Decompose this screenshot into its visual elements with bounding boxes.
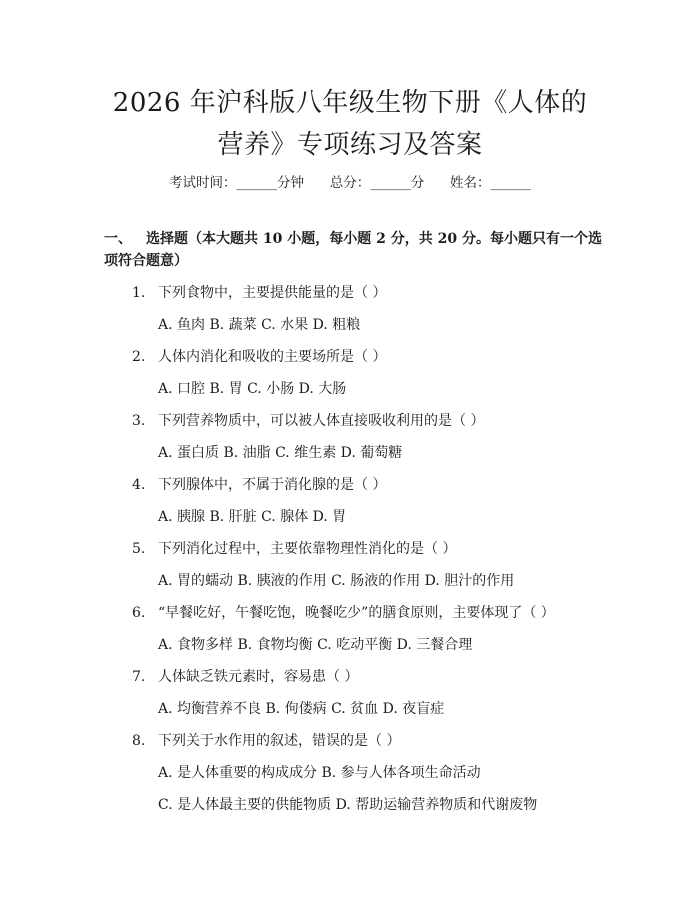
question-7-options: A. 均衡营养不良 B. 佝偻病 C. 贫血 D. 夜盲症 [158, 701, 445, 717]
question-text: 人体内消化和吸收的主要场所是（ ） [158, 349, 387, 365]
question-number: 7. [132, 669, 146, 685]
question-6-options: A. 食物多样 B. 食物均衡 C. 吃动平衡 D. 三餐合理 [158, 637, 473, 653]
question-number: 5. [132, 541, 146, 557]
question-number: 8. [132, 733, 146, 749]
question-5 [132, 538, 456, 558]
question-text: 下列腺体中，不属于消化腺的是（ ） [158, 477, 387, 493]
question-number: 6. [132, 605, 146, 621]
question-2-options: A. 口腔 B. 胃 C. 小肠 D. 大肠 [158, 381, 347, 397]
question-1-options: A. 鱼肉 B. 蔬菜 C. 水果 D. 粗粮 [158, 317, 361, 333]
question-number: 3. [132, 413, 146, 429]
question-4 [132, 474, 386, 494]
question-text: 下列食物中，主要提供能量的是（ ） [158, 285, 387, 301]
question-1 [132, 282, 386, 302]
page-title: 2026 年沪科版八年级生物下册《人体的营养》专项练习及答案 [112, 88, 588, 160]
question-8-options-line-1: A. 是人体重要的构成成分 B. 参与人体各项生命活动 [158, 765, 481, 781]
question-number: 4. [132, 477, 146, 493]
section-heading [104, 228, 604, 272]
question-number: 2. [132, 349, 146, 365]
question-text: “早餐吃好，午餐吃饱，晚餐吃少”的膳食原则，主要体现了（ ） [158, 605, 555, 621]
question-text: 人体缺乏铁元素时，容易患（ ） [158, 669, 359, 685]
question-text: 下列关于水作用的叙述，错误的是（ ） [158, 733, 401, 749]
exam-info-line: 考试时间：______分钟 总分：______分 姓名：______ [169, 175, 531, 191]
question-4-options: A. 胰腺 B. 肝脏 C. 腺体 D. 胃 [158, 509, 347, 525]
question-7 [132, 666, 358, 686]
question-6 [132, 602, 555, 622]
question-text: 下列营养物质中，可以被人体直接吸收利用的是（ ） [158, 413, 485, 429]
question-8-options-line-2: C. 是人体最主要的供能物质 D. 帮助运输营养物质和代谢废物 [158, 797, 538, 813]
question-3 [132, 410, 484, 430]
question-2 [132, 346, 386, 366]
section-number: 一、 [104, 231, 132, 247]
question-8 [132, 730, 400, 750]
section-heading-text: 选择题（本大题共 10 小题，每小题 2 分，共 20 分。每小题只有一个选项符合题意） [104, 231, 602, 269]
question-3-options: A. 蛋白质 B. 油脂 C. 维生素 D. 葡萄糖 [158, 445, 403, 461]
question-text: 下列消化过程中，主要依靠物理性消化的是（ ） [158, 541, 457, 557]
question-number: 1. [132, 285, 146, 301]
question-5-options: A. 胃的蠕动 B. 胰液的作用 C. 肠液的作用 D. 胆汁的作用 [158, 573, 515, 589]
